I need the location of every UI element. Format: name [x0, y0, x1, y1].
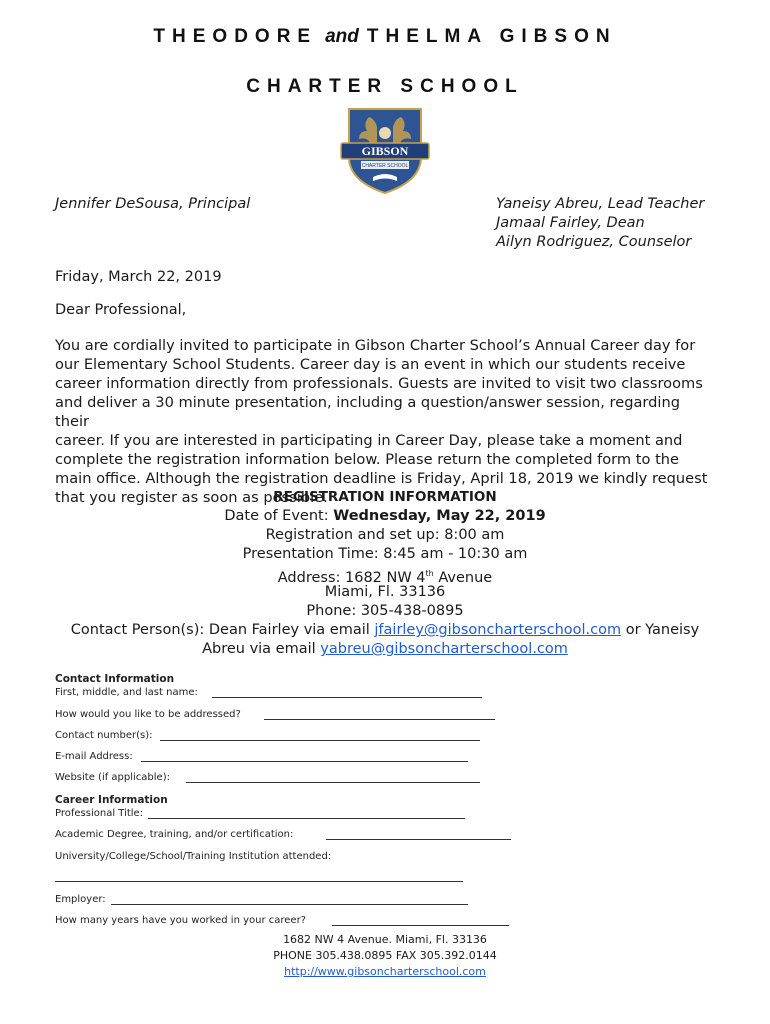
contact-line2-prefix: Abreu via email	[202, 641, 321, 657]
staff-counselor: Ailyn Rodriguez, Counselor	[496, 234, 692, 250]
event-date-label: Date of Event:	[224, 508, 334, 524]
field-line-website[interactable]	[186, 782, 480, 783]
field-label-employer: Employer:	[55, 894, 106, 905]
letter-body	[55, 336, 715, 507]
contact-mid: or Yaneisy	[621, 622, 700, 638]
setup-time: Registration and set up: 8:00 am	[265, 527, 505, 543]
contact-persons	[30, 621, 740, 640]
field-label-years: How many years have you worked in your career?	[55, 915, 306, 926]
field-line-professional-title[interactable]	[148, 818, 465, 819]
field-label-address-as: How would you like to be addressed?	[55, 709, 241, 720]
address-suffix: Avenue	[433, 569, 493, 586]
field-line-contact-numbers[interactable]	[160, 740, 480, 741]
field-line-years[interactable]	[332, 925, 509, 926]
event-phone: Phone: 305-438-0895	[306, 603, 464, 619]
event-date-value: Wednesday, May 22, 2019	[333, 508, 546, 524]
field-label-professional-title: Professional Title:	[55, 808, 144, 819]
body-line: main office. Although the registration deadline is Friday, April 18, 2019 we kindly request	[55, 470, 708, 487]
body-line: and deliver a 30 minute presentation, including a question/answer session, regarding their	[55, 394, 680, 430]
letter-greeting: Dear Professional,	[55, 302, 187, 318]
address-prefix: Address: 1682 NW 4	[277, 569, 426, 586]
footer-address: 1682 NW 4 Avenue. Miami, Fl. 33136	[283, 933, 487, 946]
school-title-line2: CHARTER SCHOOL	[246, 76, 524, 97]
field-line-address-as[interactable]	[264, 719, 495, 720]
contact-prefix: Contact Person(s): Dean Fairley via email	[70, 622, 375, 638]
staff-principal: Jennifer DeSousa, Principal	[55, 196, 251, 212]
staff-list	[496, 195, 704, 252]
body-line: career information directly from professionals. Guests are invited to visit two classrooms	[55, 375, 703, 392]
contact-persons-line2	[30, 640, 740, 659]
email-link-abreu[interactable]: yabreu@gibsoncharterschool.com	[320, 641, 568, 657]
letter-date: Friday, March 22, 2019	[55, 269, 222, 285]
body-line: our Elementary School Students. Career day is an event in which our students receive	[55, 356, 686, 373]
registration-heading: REGISTRATION INFORMATION	[273, 489, 497, 505]
title-part1: THEODORE	[153, 26, 318, 47]
field-label-institution: University/College/School/Training Institution attended:	[55, 851, 332, 862]
career-info-heading: Career Information	[55, 794, 168, 806]
title-part2: THELMA GIBSON	[366, 26, 617, 47]
school-title-line1	[0, 26, 770, 48]
footer-phone-fax: PHONE 305.438.0895 FAX 305.392.0144	[273, 949, 497, 962]
field-label-degree: Academic Degree, training, and/or certification:	[55, 829, 294, 840]
principal-block	[55, 195, 250, 214]
field-line-institution[interactable]	[55, 881, 463, 882]
body-line: career. If you are interested in participating in Career Day, please take a moment and	[55, 432, 683, 449]
contact-info-heading: Contact Information	[55, 673, 175, 685]
school-crest-logo	[339, 103, 431, 195]
body-line: complete the registration information below. Please return the completed form to the	[55, 451, 680, 468]
crest-banner-text: GIBSON	[361, 144, 409, 158]
footer-website-container	[200, 963, 570, 980]
body-line: that you register as soon as possible.	[55, 489, 328, 506]
crest-ribbon-text: CHARTER SCHOOL	[361, 163, 409, 169]
field-line-employer[interactable]	[111, 904, 468, 905]
field-line-name[interactable]	[212, 697, 482, 698]
staff-dean: Jamaal Fairley, Dean	[496, 215, 645, 231]
footer-website-link[interactable]: http://www.gibsoncharterschool.com	[284, 965, 486, 978]
field-label-name: First, middle, and last name:	[55, 687, 198, 698]
field-label-email: E-mail Address:	[55, 751, 133, 762]
email-link-fairley[interactable]: jfairley@gibsoncharterschool.com	[374, 622, 622, 638]
address-sup: th	[425, 569, 434, 578]
field-label-contact-numbers: Contact number(s):	[55, 730, 153, 741]
staff-lead-teacher: Yaneisy Abreu, Lead Teacher	[496, 196, 705, 212]
event-city: Miami, Fl. 33136	[324, 584, 446, 600]
presentation-time: Presentation Time: 8:45 am - 10:30 am	[242, 546, 528, 562]
event-date	[55, 507, 715, 526]
title-and: and	[325, 26, 359, 47]
field-line-email[interactable]	[141, 761, 468, 762]
body-line: You are cordially invited to participate in Gibson Charter School’s Annual Career day for	[55, 337, 696, 354]
field-line-degree[interactable]	[326, 839, 511, 840]
field-label-website: Website (if applicable):	[55, 772, 170, 783]
